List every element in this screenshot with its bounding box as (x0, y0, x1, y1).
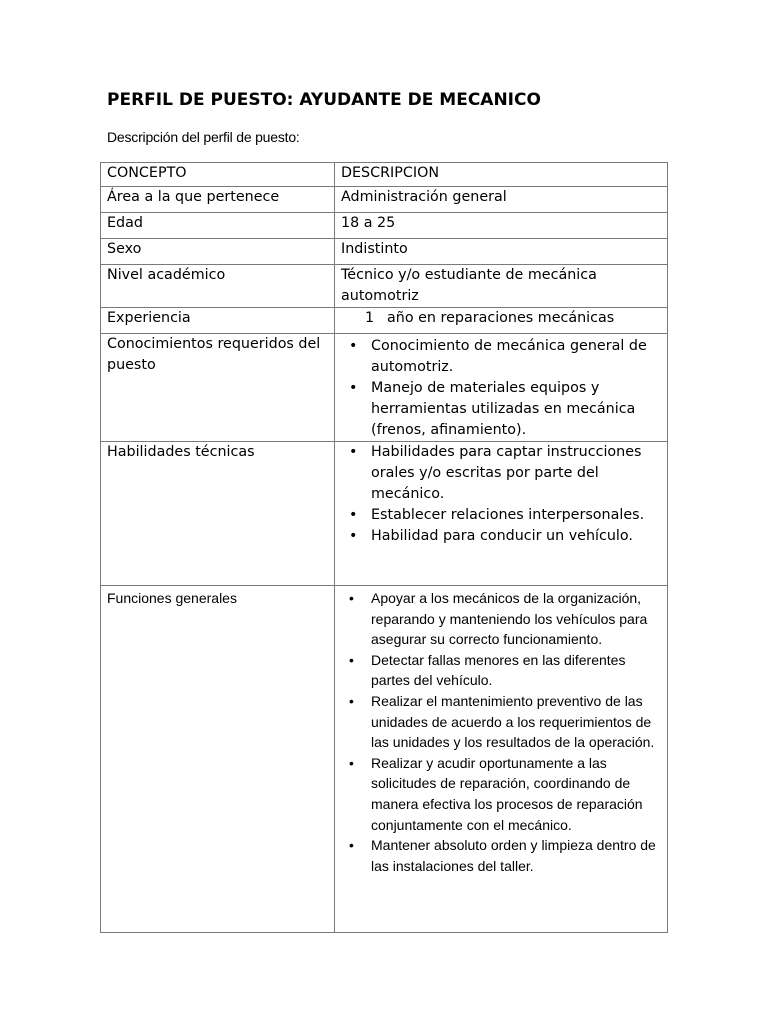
row-value-experiencia (335, 308, 668, 334)
table-row (101, 239, 668, 265)
bullet-icon: • (349, 380, 358, 396)
table-row (101, 265, 668, 308)
bullet-icon: • (349, 692, 354, 709)
row-value-funciones (335, 586, 668, 933)
bullet-icon: • (349, 754, 354, 771)
row-label-conocimientos: Conocimientos requeridos del puesto (101, 334, 335, 442)
row-label-sexo: Sexo (101, 239, 335, 265)
row-value-nivel: Técnico y/o estudiante de mecánica automotriz (335, 265, 668, 308)
table-row (101, 334, 668, 442)
row-label-edad: Edad (101, 213, 335, 239)
table-header-row (101, 163, 668, 187)
bullet-list-habilidades (341, 442, 661, 547)
row-value-area: Administración general (335, 187, 668, 213)
row-value-edad: 18 a 25 (335, 213, 668, 239)
row-value-sexo: Indistinto (335, 239, 668, 265)
bullet-icon: • (349, 338, 358, 354)
header-description: DESCRIPCION (335, 163, 668, 187)
list-item: • Mantener absoluto orden y limpieza dentro de las instalaciones del taller. (349, 837, 656, 874)
experience-text: año en reparaciones mecánicas (387, 310, 615, 326)
table-row (101, 586, 668, 933)
table-row (101, 187, 668, 213)
row-label-area: Área a la que pertenece (101, 187, 335, 213)
list-item: • Realizar y acudir oportunamente a las solicitudes de reparación, coordinando de manera efectiva los procesos de reparación conjuntamente con el mecánico. (349, 754, 643, 833)
page-subtitle: Descripción del perfil de puesto: (107, 129, 300, 145)
list-item: • Conocimiento de mecánica general de automotriz. (349, 338, 647, 375)
experience-number: 1 (365, 310, 375, 326)
row-label-experiencia: Experiencia (101, 308, 335, 334)
list-item: • Realizar el mantenimiento preventivo de las unidades de acuerdo a los requerimientos de las unidades y los resultados de la operación. (349, 692, 655, 751)
list-item: • Manejo de materiales equipos y herramientas utilizadas en mecánica (frenos, afinamiento). (349, 380, 636, 438)
table-row (101, 213, 668, 239)
header-concept: CONCEPTO (101, 163, 335, 187)
list-item: • Apoyar a los mecánicos de la organización, reparando y manteniendo los vehículos para asegurar su correcto funcionamiento. (349, 590, 648, 648)
row-label-funciones: Funciones generales (101, 586, 335, 933)
bullet-icon: • (349, 837, 354, 854)
bullet-icon: • (349, 590, 354, 606)
list-item: • Establecer relaciones interpersonales. (371, 505, 661, 526)
bullet-list-conocimientos (341, 334, 661, 441)
bullet-icon: • (349, 651, 354, 668)
list-item: • Detectar fallas menores en las diferentes partes del vehículo. (349, 651, 626, 689)
bullet-list-funciones (341, 588, 661, 876)
table-row (101, 308, 668, 334)
bullet-icon: • (349, 528, 358, 544)
list-item: • Habilidades para captar instrucciones orales y/o escritas por parte del mecánico. (349, 444, 642, 502)
row-value-conocimientos (335, 334, 668, 442)
list-item: • Habilidad para conducir un vehículo. (371, 526, 661, 547)
row-label-nivel: Nivel académico (101, 265, 335, 308)
row-value-habilidades (335, 442, 668, 586)
table-row (101, 442, 668, 586)
job-profile-table (100, 162, 668, 933)
bullet-icon: • (349, 444, 358, 460)
page-title: PERFIL DE PUESTO: AYUDANTE DE MECANICO (107, 90, 541, 110)
bullet-icon: • (349, 507, 358, 523)
row-label-habilidades: Habilidades técnicas (101, 442, 335, 586)
